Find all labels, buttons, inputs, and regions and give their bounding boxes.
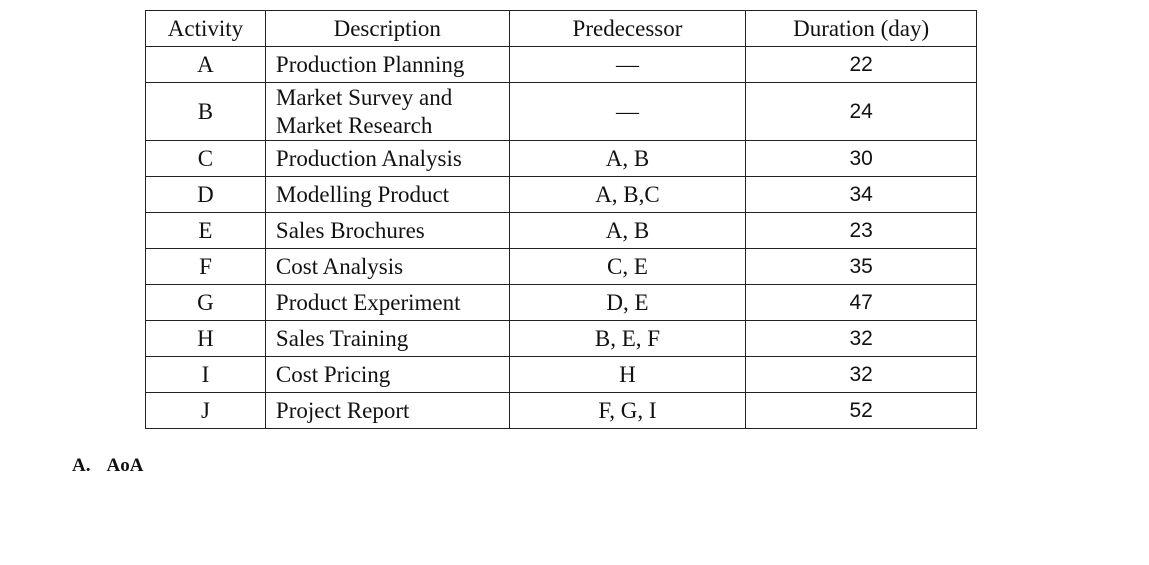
table-row xyxy=(146,47,977,83)
duration-cell: 35 xyxy=(746,249,977,285)
activity-table xyxy=(145,10,977,429)
table-row xyxy=(146,177,977,213)
activity-cell: I xyxy=(146,357,266,393)
predecessor-cell: D, E xyxy=(509,285,746,321)
header-description: Description xyxy=(265,11,509,47)
activity-cell: F xyxy=(146,249,266,285)
description-cell: Product Experiment xyxy=(265,285,509,321)
description-cell: Sales Training xyxy=(265,321,509,357)
predecessor-cell: A, B xyxy=(509,213,746,249)
description-cell: Cost Analysis xyxy=(265,249,509,285)
predecessor-cell: B, E, F xyxy=(509,321,746,357)
duration-cell: 30 xyxy=(746,141,977,177)
header-activity: Activity xyxy=(146,11,266,47)
duration-cell: 22 xyxy=(746,47,977,83)
predecessor-cell: C, E xyxy=(509,249,746,285)
table-row xyxy=(146,249,977,285)
description-cell: Production Analysis xyxy=(265,141,509,177)
activity-cell: G xyxy=(146,285,266,321)
predecessor-cell: H xyxy=(509,357,746,393)
activity-cell: E xyxy=(146,213,266,249)
duration-cell: 32 xyxy=(746,321,977,357)
predecessor-cell: A, B,C xyxy=(509,177,746,213)
description-cell: Sales Brochures xyxy=(265,213,509,249)
predecessor-cell: — xyxy=(509,47,746,83)
predecessor-cell: — xyxy=(509,83,746,141)
table-row xyxy=(146,357,977,393)
table-row xyxy=(146,321,977,357)
activity-cell: D xyxy=(146,177,266,213)
header-predecessor: Predecessor xyxy=(509,11,746,47)
duration-cell: 47 xyxy=(746,285,977,321)
description-cell: Market Survey and Market Research xyxy=(265,83,509,141)
table-row xyxy=(146,393,977,429)
duration-cell: 32 xyxy=(746,357,977,393)
duration-cell: 24 xyxy=(746,83,977,141)
activity-cell: A xyxy=(146,47,266,83)
table-header-row xyxy=(146,11,977,47)
predecessor-cell: A, B xyxy=(509,141,746,177)
table-row xyxy=(146,213,977,249)
description-cell: Production Planning xyxy=(265,47,509,83)
predecessor-cell: F, G, I xyxy=(509,393,746,429)
header-duration: Duration (day) xyxy=(746,11,977,47)
table-row xyxy=(146,141,977,177)
activity-cell: H xyxy=(146,321,266,357)
activity-cell: B xyxy=(146,83,266,141)
activity-cell: J xyxy=(146,393,266,429)
table-row xyxy=(146,83,977,141)
description-cell: Cost Pricing xyxy=(265,357,509,393)
section-title: AoA xyxy=(106,455,144,476)
section-heading xyxy=(72,455,143,477)
description-cell: Project Report xyxy=(265,393,509,429)
duration-cell: 34 xyxy=(746,177,977,213)
duration-cell: 23 xyxy=(746,213,977,249)
section-number: A. xyxy=(72,455,91,476)
activity-cell: C xyxy=(146,141,266,177)
duration-cell: 52 xyxy=(746,393,977,429)
description-cell: Modelling Product xyxy=(265,177,509,213)
table-row xyxy=(146,285,977,321)
